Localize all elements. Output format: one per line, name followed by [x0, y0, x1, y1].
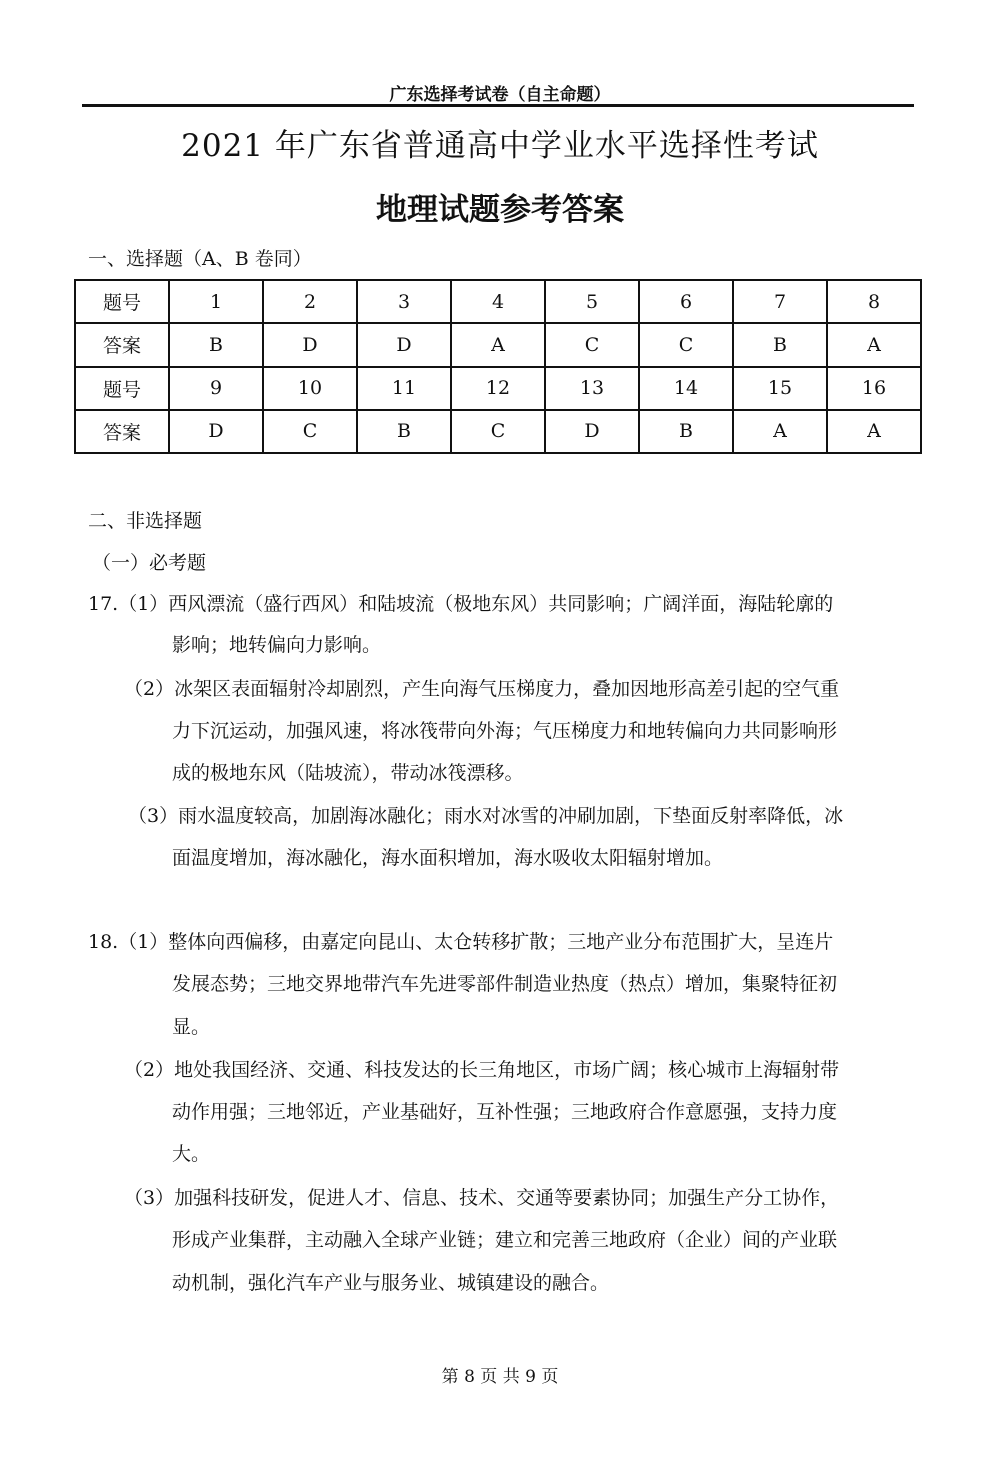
page-number: 第 8 页 共 9 页 — [441, 1367, 559, 1387]
q18-part1-line1: 18.（1）整体向西偏移，由嘉定向昆山、太仓转移扩散；三地产业分布范围扩大，呈连片 — [88, 931, 834, 953]
q18-part3-line3: 动机制，强化汽车产业与服务业、城镇建设的融合。 — [172, 1272, 610, 1294]
q18-part3-line1: （3）加强科技研发，促进人才、信息、技术、交通等要素协同；加强生产分工协作， — [124, 1187, 840, 1209]
table-cell: 16 — [827, 367, 921, 410]
section-multiple-choice: 一、选择题（A、B 卷同） — [88, 248, 312, 270]
q18-part3-line2: 形成产业集群，主动融入全球产业链；建立和完善三地政府（企业）间的产业联 — [172, 1229, 838, 1251]
table-cell: 3 — [357, 280, 451, 323]
table-cell: C — [263, 410, 357, 453]
table-cell: 6 — [639, 280, 733, 323]
table-cell: D — [263, 323, 357, 366]
table-row — [75, 323, 921, 366]
table-cell: C — [545, 323, 639, 366]
table-cell: 8 — [827, 280, 921, 323]
table-cell: B — [639, 410, 733, 453]
q17-part2-line2: 力下沉运动，加强风速，将冰筏带向外海；气压梯度力和地转偏向力共同影响形 — [172, 720, 838, 742]
q18-part1-line2: 发展态势；三地交界地带汽车先进零部件制造业热度（热点）增加，集聚特征初 — [172, 973, 838, 995]
table-cell: 1 — [169, 280, 263, 323]
table-cell: 答案 — [75, 410, 169, 453]
table-cell: D — [169, 410, 263, 453]
q18-part2-line2: 动作用强；三地邻近，产业基础好，互补性强；三地政府合作意愿强，支持力度 — [172, 1101, 838, 1123]
table-cell: 4 — [451, 280, 545, 323]
table-cell: 2 — [263, 280, 357, 323]
header-rule — [82, 104, 914, 107]
table-cell: 题号 — [75, 367, 169, 410]
table-cell: D — [545, 410, 639, 453]
table-cell: B — [733, 323, 827, 366]
q17-part3-line1: （3）雨水温度较高，加剧海冰融化；雨水对冰雪的冲刷加剧，下垫面反射率降低，冰 — [128, 805, 844, 827]
table-cell: C — [639, 323, 733, 366]
answer-table — [74, 279, 922, 454]
table-cell: B — [169, 323, 263, 366]
table-cell: A — [827, 410, 921, 453]
q17-part2-line1: （2）冰架区表面辐射冷却剧烈，产生向海气压梯度力，叠加因地形高差引起的空气重 — [124, 678, 840, 700]
table-cell: 题号 — [75, 280, 169, 323]
q17-part1-line2: 影响；地转偏向力影响。 — [172, 634, 382, 656]
q17-part1-line1: 17.（1）西风漂流（盛行西风）和陆坡流（极地东风）共同影响；广阔洋面，海陆轮廓的 — [88, 593, 834, 615]
q17-part2-line3: 成的极地东风（陆坡流），带动冰筏漂移。 — [172, 762, 524, 784]
table-cell: 12 — [451, 367, 545, 410]
q18-part1-line3: 显。 — [172, 1016, 211, 1038]
table-cell: 7 — [733, 280, 827, 323]
table-cell: D — [357, 323, 451, 366]
table-cell: 15 — [733, 367, 827, 410]
table-row — [75, 410, 921, 453]
table-cell: A — [733, 410, 827, 453]
q18-part2-line3: 大。 — [172, 1143, 211, 1165]
table-cell: 14 — [639, 367, 733, 410]
table-row — [75, 280, 921, 323]
document-subtitle: 地理试题参考答案 — [376, 192, 624, 228]
table-cell: B — [357, 410, 451, 453]
table-cell: 10 — [263, 367, 357, 410]
table-cell: 答案 — [75, 323, 169, 366]
document-title: 2021 年广东省普通高中学业水平选择性考试 — [181, 128, 819, 164]
section-free-response: 二、非选择题 — [88, 510, 203, 532]
table-cell: A — [451, 323, 545, 366]
table-cell: 9 — [169, 367, 263, 410]
table-cell: A — [827, 323, 921, 366]
table-cell: 11 — [357, 367, 451, 410]
q18-part2-line1: （2）地处我国经济、交通、科技发达的长三角地区，市场广阔；核心城市上海辐射带 — [124, 1059, 840, 1081]
table-row — [75, 367, 921, 410]
q17-part3-line2: 面温度增加，海冰融化，海水面积增加，海水吸收太阳辐射增加。 — [172, 847, 724, 869]
table-cell: 5 — [545, 280, 639, 323]
table-cell: C — [451, 410, 545, 453]
table-cell: 13 — [545, 367, 639, 410]
section-required: （一）必考题 — [92, 552, 207, 574]
exam-header: 广东选择考试卷（自主命题） — [389, 85, 611, 105]
